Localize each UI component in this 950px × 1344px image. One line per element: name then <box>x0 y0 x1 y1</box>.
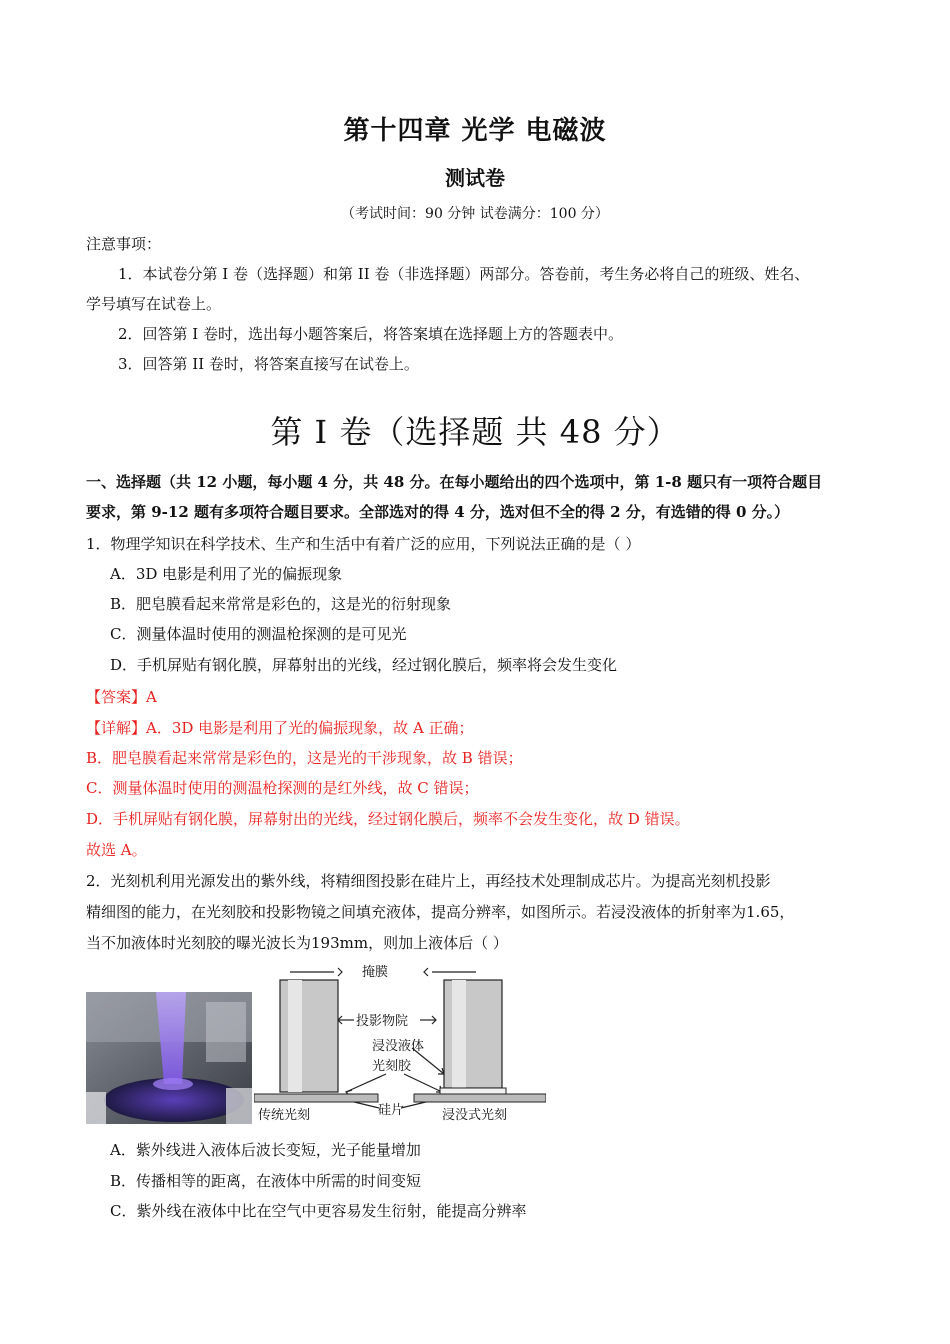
label-mask: 掩膜 <box>362 965 389 980</box>
immersion-lithography-diagram <box>254 962 546 1126</box>
q1-answer: 【答案】A <box>86 688 157 706</box>
notes-heading: 注意事项： <box>86 235 162 253</box>
chapter-title: 第十四章 光学 电磁波 <box>343 116 607 146</box>
q1-explain-c: C．测量体温时使用的测温枪探测的是红外线，故 C 错误； <box>86 779 479 797</box>
q1-option-c: C．测量体温时使用的测温枪探测的是可见光 <box>110 625 407 643</box>
question-2-stem: 2．光刻机利用光源发出的紫外线，将精细图投影在硅片上，再经技术处理制成芯片。为提高光刻机投影 <box>86 872 771 890</box>
q2-option-c: C．紫外线在液体中比在空气中更容易发生衍射，能提高分辨率 <box>110 1202 527 1220</box>
q1-option-b: B．肥皂膜看起来常常是彩色的，这是光的衍射现象 <box>110 595 452 613</box>
note-item-1: 1．本试卷分第 I 卷（选择题）和第 II 卷（非选择题）两部分。答卷前，考生务必将自己的班级、姓名、 <box>118 265 810 283</box>
q1-explain-d: D．手机屏贴有钢化膜，屏幕射出的光线，经过钢化膜后，频率不会发生变化，故 D 错误。 <box>86 810 690 828</box>
q2-option-a: A．紫外线进入液体后波长变短，光子能量增加 <box>110 1141 421 1159</box>
q2-option-b: B．传播相等的距离，在液体中所需的时间变短 <box>110 1172 422 1190</box>
label-immersion: 浸没式光刻 <box>442 1108 508 1123</box>
note-item-3: 3．回答第 II 卷时，将答案直接写在试卷上。 <box>118 355 419 373</box>
q1-explain-a: 【详解】A．3D 电影是利用了光的偏振现象，故 A 正确； <box>86 719 474 737</box>
label-wafer: 硅片 <box>378 1103 405 1118</box>
exam-info: （考试时间：90 分钟 试卷满分：100 分） <box>341 206 609 222</box>
q1-conclusion: 故选 A。 <box>86 841 147 859</box>
q1-explain-b: B．肥皂膜看起来常常是彩色的，这是光的干涉现象，故 B 错误； <box>86 749 523 767</box>
note-item-1-cont: 学号填写在试卷上。 <box>86 295 222 313</box>
note-item-2: 2．回答第 I 卷时，选出每小题答案后，将答案填在选择题上方的答题表中。 <box>118 325 624 343</box>
label-immersion-liquid: 浸没液体 <box>372 1039 425 1054</box>
section-intro: 一、选择题（共 12 小题，每小题 4 分，共 48 分。在每小题给出的四个选项中，第 1-8 题只有一项符合题目 <box>86 473 823 491</box>
q1-option-d: D．手机屏贴有钢化膜，屏幕射出的光线，经过钢化膜后，频率将会发生变化 <box>110 656 618 674</box>
label-traditional: 传统光刻 <box>258 1108 311 1123</box>
label-photoresist: 光刻胶 <box>372 1059 412 1074</box>
section-title: 第 I 卷（选择题 共 48 分） <box>270 413 680 451</box>
q1-option-a: A．3D 电影是利用了光的偏振现象 <box>110 565 343 583</box>
question-2-stem-cont: 精细图的能力，在光刻胶和投影物镜之间填充液体，提高分辨率，如图所示。若浸没液体的折射率为1.65， <box>86 903 795 921</box>
label-projection-lens: 投影物院 <box>356 1014 409 1029</box>
lithography-photo <box>86 992 252 1124</box>
question-1-stem: 1．物理学知识在科学技术、生产和生活中有着广泛的应用，下列说法正确的是（ ） <box>86 535 641 553</box>
q2-figures <box>86 962 546 1126</box>
question-2-stem-cont2: 当不加液体时光刻胶的曝光波长为193mm，则加上液体后（ ） <box>86 934 508 952</box>
subtitle: 测试卷 <box>445 166 505 190</box>
section-intro-cont: 要求，第 9-12 题有多项符合题目要求。全部选对的得 4 分，选对但不全的得 2 分，有选错的得 0 分。） <box>86 503 790 521</box>
